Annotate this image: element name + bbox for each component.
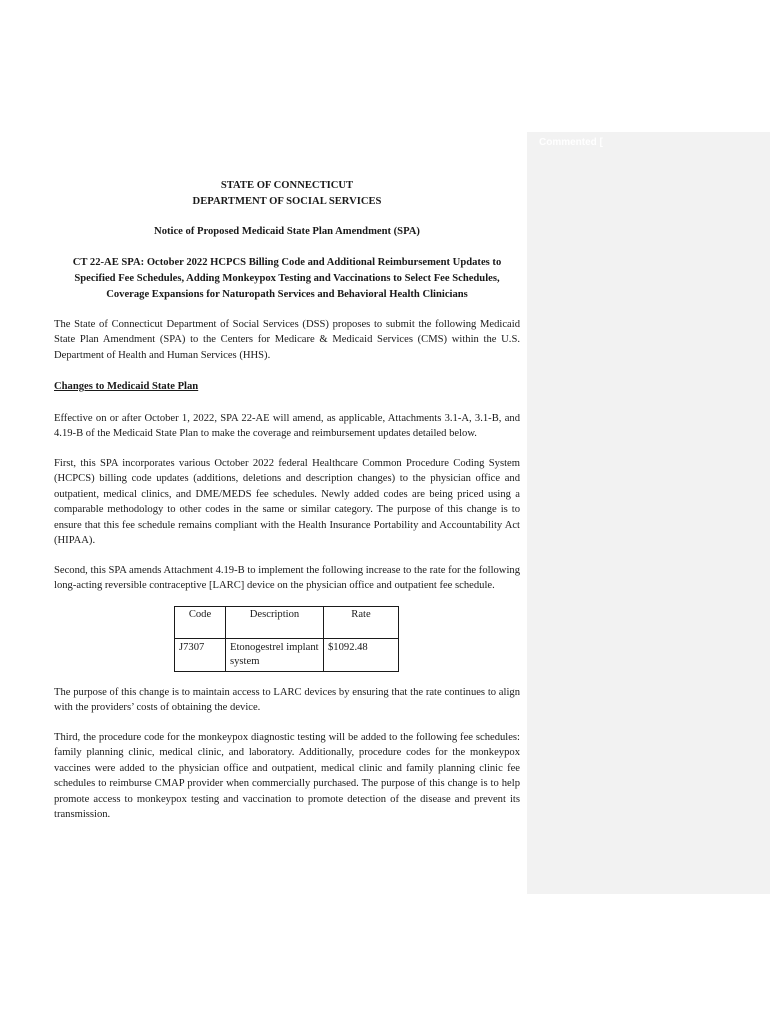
first-paragraph: First, this SPA incorporates various October 2022 federal Healthcare Common Procedure Coding System (HCPCS) billing code updates (additions, deletions and description changes) to the physician office and outpatient, medical clinics, and DME/MEDS fee schedules. Newly added codes are being priced using a comparable methodology to other codes in the same or similar category. The purpose of this change is to ensure that this fee schedule remains compliant with the Health Insurance Portability and Accountability Act (HIPAA). [54,457,520,546]
cell-code: J7307 [175,638,226,671]
cell-rate: $1092.48 [324,638,399,671]
header-description: Description [226,606,324,638]
document-content [54,178,520,823]
intro-paragraph: The State of Connecticut Department of Social Services (DSS) proposes to submit the following Medicaid State Plan Amendment (SPA) to the Centers for Medicare & Medicaid Services (CMS) within the U.S. Department of Health and Human Services (HHS). [54,318,520,361]
second-paragraph: Second, this SPA amends Attachment 4.19-B to implement the following increase to the rate for the following long-acting reversible contraceptive [LARC] device on the physician office and outpatient fee schedule. [54,564,520,591]
third-paragraph: Third, the procedure code for the monkeypox diagnostic testing will be added to the following fee schedules: family planning clinic, medical clinic, and laboratory. Additionally, procedure codes for the monkeypox vaccines were added to the physician office and outpatient, medical clinic and family planning clinic fee schedules to reimburse CMAP provider when commercially purchased. The purpose of this change is to help promote access to monkeypox testing and vaccination to promote detection of the disease and prevent its transmission. [54,731,520,820]
table-row [175,638,399,671]
effective-paragraph: Effective on or after October 1, 2022, SPA 22-AE will amend, as applicable, Attachments 3.1-A, 3.1-B, and 4.19-B of the Medicaid State Plan to make the coverage and reimbursement updates detailed below. [54,412,520,439]
cell-description: Etonogestrel implant system [226,638,324,671]
spa-title: CT 22-AE SPA: October 2022 HCPCS Billing Code and Additional Reimbursement Updates to Specified Fee Schedules, Adding Monkeypox Testing and Vaccinations to Select Fee Schedules, Coverage Expansions for Naturopath Services and Behavioral Health Clinicians [72,256,502,300]
header-code: Code [175,606,226,638]
comments-pane[interactable] [527,132,770,894]
table-header-row [175,606,399,638]
notice-title: Notice of Proposed Medicaid State Plan Amendment (SPA) [154,226,420,237]
comment-label: Commented [ [539,137,603,148]
section-heading: Changes to Medicaid State Plan [54,381,199,392]
state-title: STATE OF CONNECTICUT [220,180,354,191]
department-title: DEPARTMENT OF SOCIAL SERVICES [192,195,382,207]
rate-table [174,606,399,672]
document-header [54,178,520,209]
header-rate: Rate [324,606,399,638]
purpose-paragraph: The purpose of this change is to maintain access to LARC devices by ensuring that the rate continues to align with the providers’ costs of obtaining the device. [54,686,520,713]
